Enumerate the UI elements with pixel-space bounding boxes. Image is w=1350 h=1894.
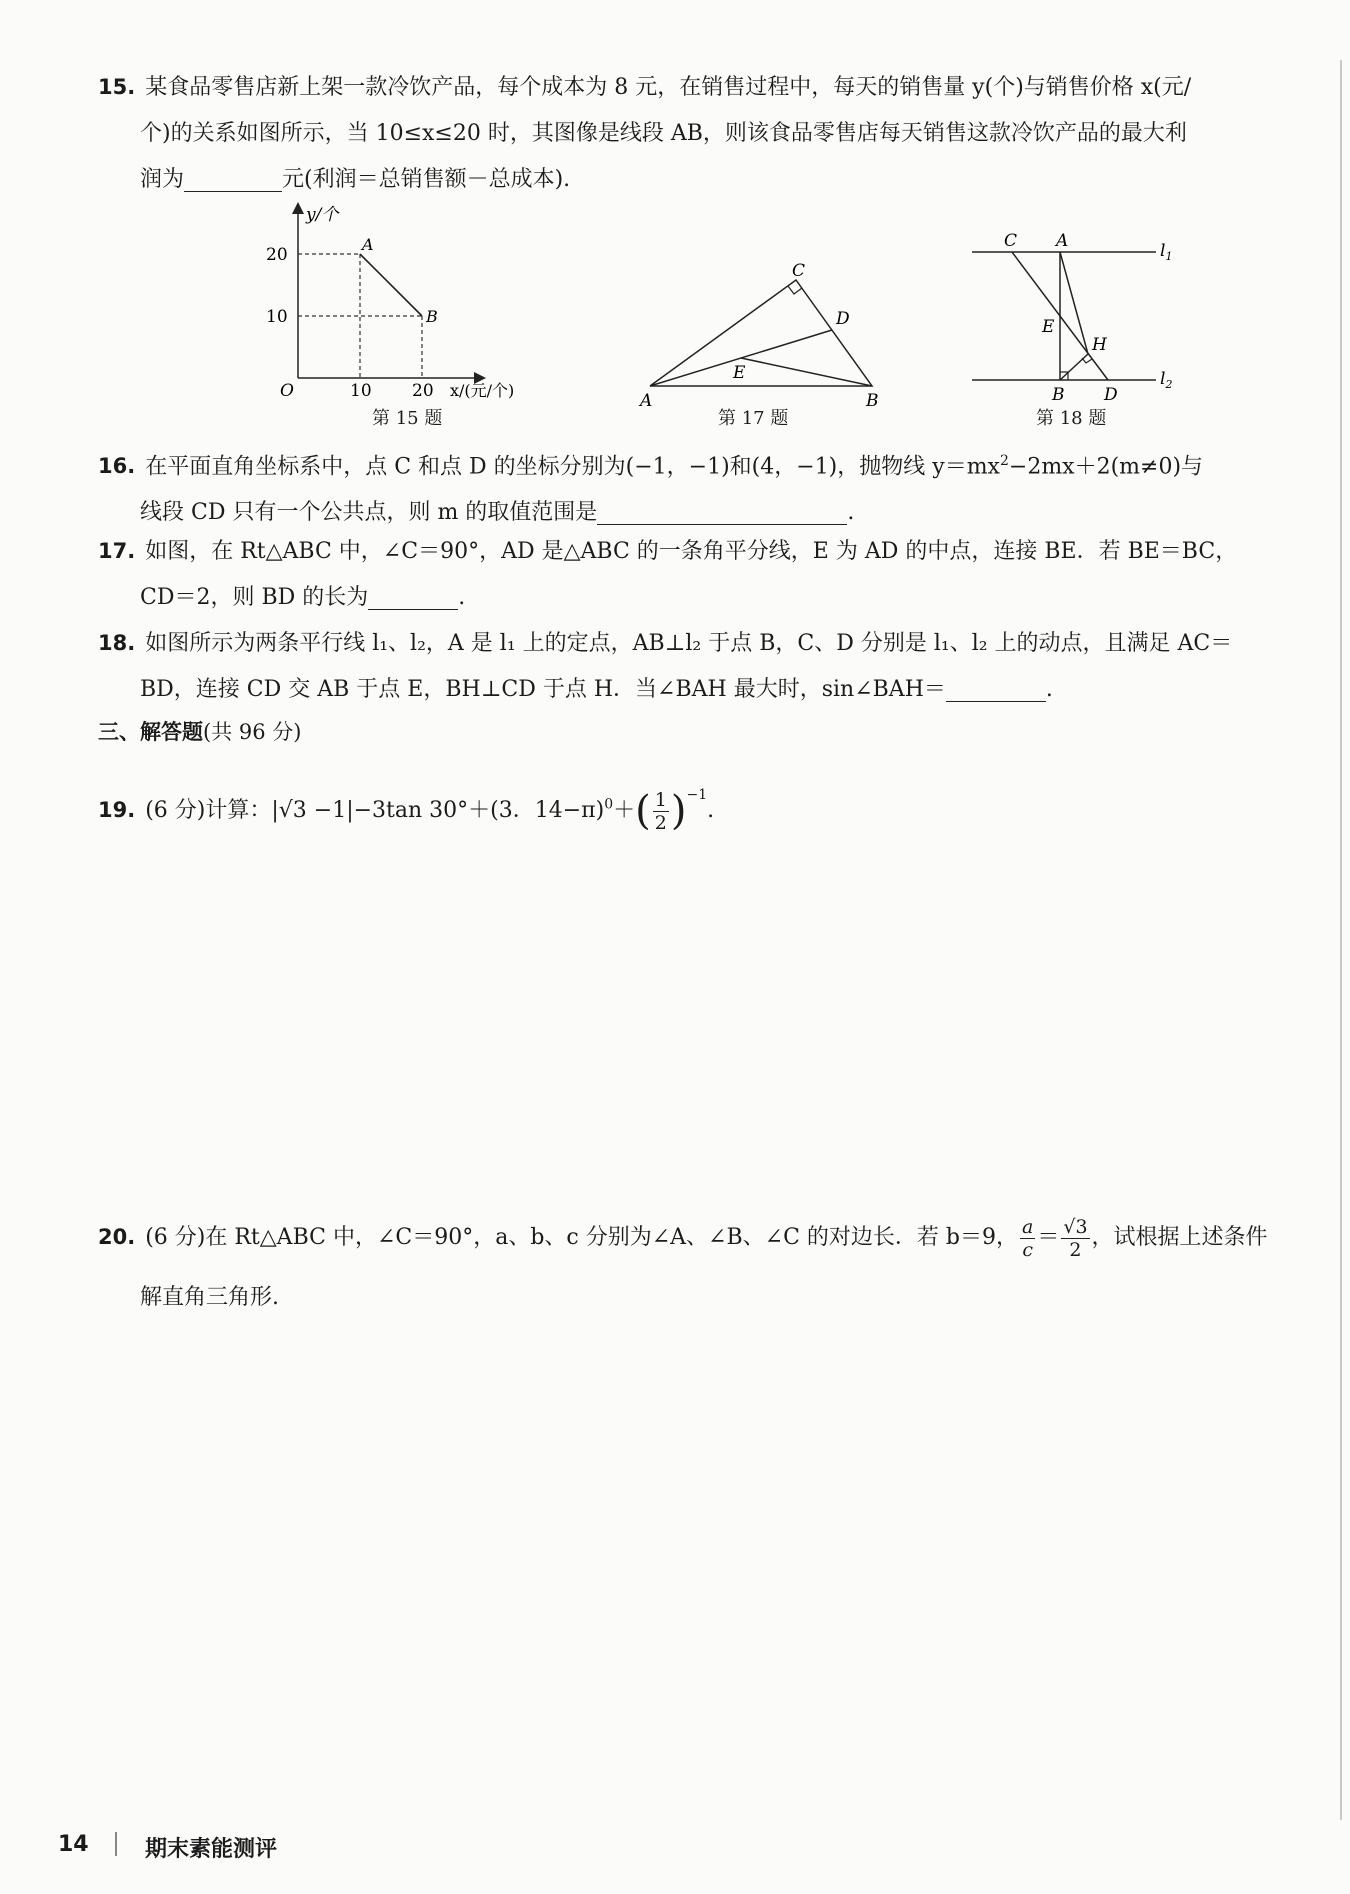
point-a-label: A bbox=[362, 235, 374, 254]
point-d-label: D bbox=[836, 309, 850, 329]
point-h-label: H bbox=[1092, 335, 1107, 355]
question-text: 某食品零售店新上架一款冷饮产品，每个成本为 8 元，在销售过程中，每天的销售量 y(个)与销售价格 x(元/ bbox=[145, 75, 1192, 100]
triangle-abc bbox=[650, 280, 872, 386]
question-text: 如图，在 Rt△ABC 中，∠C＝90°，AD 是△ABC 的一条角平分线，E 为 AD 的中点，连接 BE．若 BE＝BC， bbox=[145, 539, 1238, 564]
question-text: ＋ bbox=[613, 798, 636, 823]
question-text: 如图所示为两条平行线 l₁、l₂，A 是 l₁ 上的定点，AB⊥l₂ 于点 B，C、D 分别是 l₁、l₂ 上的动点，且满足 AC＝ bbox=[145, 631, 1233, 656]
footer-divider bbox=[115, 1832, 117, 1856]
question-text: CD＝2，则 BD 的长为 bbox=[140, 585, 369, 610]
line-l2-label: $l_2$ bbox=[1160, 369, 1173, 391]
segment-ab bbox=[360, 254, 422, 316]
question-text: . bbox=[458, 585, 466, 610]
question-text: . bbox=[847, 500, 855, 526]
exponent: 2 bbox=[999, 453, 1009, 469]
question-number: 20. bbox=[98, 1225, 136, 1249]
question-18 bbox=[98, 620, 1308, 713]
answer-blank[interactable] bbox=[946, 671, 1046, 702]
question-number: 19. bbox=[98, 798, 136, 822]
exponent: 0 bbox=[604, 796, 614, 813]
right-angle-mark bbox=[788, 286, 802, 294]
point-c-label: C bbox=[792, 261, 806, 281]
answer-blank[interactable] bbox=[184, 161, 282, 192]
question-text: 润为 bbox=[140, 167, 185, 192]
question-text: . bbox=[1045, 677, 1053, 702]
page-edge-line bbox=[1340, 60, 1342, 1820]
figure-17 bbox=[640, 258, 880, 411]
section-points: (共 96 分) bbox=[203, 720, 302, 744]
point-c-label: C bbox=[1004, 231, 1018, 251]
figure-17-diagram bbox=[640, 258, 880, 411]
figure-18 bbox=[966, 224, 1176, 404]
line-l1-label: $l_1$ bbox=[1160, 241, 1173, 263]
question-text: BD，连接 CD 交 AB 于点 E，BH⊥CD 于点 H．当∠BAH 最大时，sin∠BAH＝ bbox=[140, 677, 946, 702]
fraction: $\frac{1}{2}$ bbox=[654, 788, 667, 834]
page-number: 14 bbox=[58, 1832, 89, 1857]
equals-sign: ＝ bbox=[1037, 1225, 1060, 1250]
point-a-label: A bbox=[640, 391, 653, 411]
y-tick-label: 10 bbox=[266, 307, 288, 327]
point-d-label: D bbox=[1104, 385, 1118, 405]
figure-17-caption: 第 17 题 bbox=[718, 408, 789, 429]
y-axis-label: y/个 bbox=[306, 205, 339, 225]
point-b-label: B bbox=[866, 391, 879, 411]
question-20 bbox=[98, 1214, 1308, 1321]
question-text: 线段 CD 只有一个公共点，则 m 的取值范围是 bbox=[140, 500, 598, 526]
origin-label: O bbox=[280, 381, 294, 401]
question-text: ，试根据上述条件 bbox=[1091, 1225, 1268, 1250]
segment-ah bbox=[1060, 252, 1088, 354]
point-e-label: E bbox=[733, 363, 746, 383]
question-number: 15. bbox=[98, 75, 136, 99]
segment-be bbox=[741, 358, 872, 386]
question-text: 个)的关系如图所示，当 10≤x≤20 时，其图像是线段 AB，则该食品零售店每天销售这款冷饮产品的最大利 bbox=[140, 121, 1187, 146]
question-number: 18. bbox=[98, 631, 136, 655]
exponent: −1 bbox=[686, 787, 708, 803]
question-text: (6 分)计算：|√3 −1|−3tan 30°＋(3．14−π) bbox=[145, 798, 605, 823]
question-15 bbox=[98, 64, 1308, 203]
fraction: $\frac{a}{c}$ bbox=[1022, 1215, 1034, 1261]
question-number: 17. bbox=[98, 539, 136, 563]
answer-blank[interactable] bbox=[368, 579, 458, 610]
point-e-label: E bbox=[1042, 317, 1055, 337]
section-header bbox=[98, 716, 301, 746]
question-text: 在平面直角坐标系中，点 C 和点 D 的坐标分别为(−1，−1)和(4，−1)，抛物线 y＝mx bbox=[145, 454, 1000, 480]
question-text: −2mx＋2(m≠0)与 bbox=[1008, 454, 1204, 480]
answer-blank[interactable] bbox=[597, 494, 847, 525]
figure-18-diagram bbox=[966, 224, 1176, 404]
question-number: 16. bbox=[98, 454, 136, 479]
figure-15 bbox=[258, 200, 515, 410]
point-b-label: B bbox=[426, 307, 438, 326]
figure-15-graph bbox=[258, 200, 515, 410]
fraction: $\frac{√3}{2}$ bbox=[1063, 1215, 1088, 1261]
section-title: 三、解答题 bbox=[98, 720, 203, 744]
question-text: (6 分)在 Rt△ABC 中，∠C＝90°，a、b、c 分别为∠A、∠B、∠C 的对边长．若 b＝9， bbox=[145, 1225, 1018, 1250]
question-16 bbox=[98, 438, 1308, 536]
y-tick-label: 20 bbox=[266, 245, 288, 265]
x-axis-label: x/(元/个) bbox=[450, 381, 515, 400]
point-b-label: B bbox=[1052, 385, 1065, 405]
question-text: . bbox=[707, 798, 715, 823]
segment-bh bbox=[1060, 354, 1088, 380]
figure-18-caption: 第 18 题 bbox=[1036, 408, 1107, 429]
question-text: 解直角三角形. bbox=[140, 1285, 279, 1310]
x-tick-label: 20 bbox=[412, 381, 434, 401]
x-tick-label: 10 bbox=[350, 381, 372, 401]
figure-15-caption: 第 15 题 bbox=[372, 408, 443, 429]
footer-title: 期末素能测评 bbox=[145, 1837, 278, 1862]
question-17 bbox=[98, 528, 1308, 621]
question-text: 元(利润＝总销售额－总成本). bbox=[282, 167, 571, 192]
question-19: 19. (6 分)计算：|√3 −1|−3tan 30°＋(3．14−π)$^0$＋( $\frac{1}{2}$ )$^{-1}$. bbox=[98, 787, 715, 834]
point-a-label: A bbox=[1056, 231, 1069, 251]
